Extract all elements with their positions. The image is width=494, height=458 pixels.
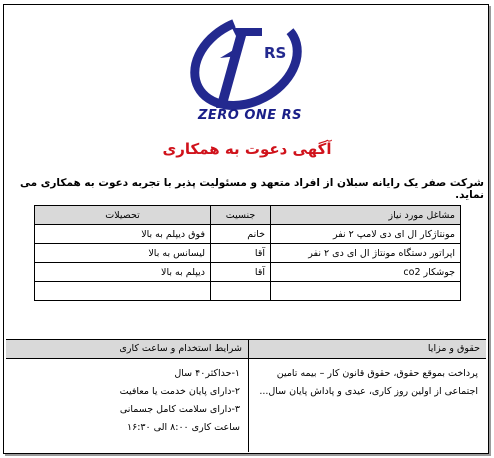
jobs-table-header [35,206,461,225]
gender-cell [211,282,271,301]
conditions-title: شرایط استخدام و ساعت کاری [6,340,248,359]
header-job: مشاغل مورد نیاز [271,206,461,225]
education-cell: لیسانس به بالا [35,244,211,263]
intro-text: شرکت صفر یک رایانه سبلان از افراد متعهد و مسئولیت پذیر با تجربه دعوت به همکاری می نماید. [19,177,484,201]
table-row [35,244,461,263]
page-headline: آگهی دعوت به همکاری [162,140,332,158]
table-row [35,225,461,244]
job-cell: جوشکار co2 [271,263,461,282]
logo-brand-text: ZERO ONE RS [197,108,303,123]
education-cell: دیپلم به بالا [35,263,211,282]
benefits-column [248,340,486,452]
logo-rs-letters: RS [264,44,287,62]
job-cell: مونتاژکار ال ای دی لامپ ۲ نفر [271,225,461,244]
table-row [35,282,461,301]
header-education: تحصیلات [35,206,211,225]
benefits-body [249,359,486,407]
job-cell: اپراتور دستگاه مونتاژ ال ای دی ۲ نفر [271,244,461,263]
job-cell [271,282,461,301]
education-cell [35,282,211,301]
table-row [35,263,461,282]
conditions-line: ۱-حداکثر۴۰ سال [174,368,240,379]
benefits-line: پرداخت بموقع حقوق، حقوق قانون کار – بیمه تامین [276,368,478,379]
gender-cell: آقا [211,263,271,282]
benefits-line: اجتماعی از اولین روز کاری، عیدی و پاداش پایان سال... [259,386,478,397]
education-cell: فوق دیپلم به بالا [35,225,211,244]
benefits-title: حقوق و مزایا [249,340,486,359]
gender-cell: خانم [211,225,271,244]
conditions-line: ساعت کاری ۸:۰۰ الی ۱۶:۳۰ [127,422,240,433]
gender-cell: آقا [211,244,271,263]
jobs-table [34,205,461,301]
conditions-column [6,340,248,452]
header-gender: جنسیت [211,206,271,225]
conditions-line: ۳-دارای سلامت کامل جسمانی [119,404,240,415]
conditions-body [6,359,248,443]
conditions-line: ۲-دارای پایان خدمت یا معافیت [119,386,240,397]
bottom-section [6,339,486,452]
